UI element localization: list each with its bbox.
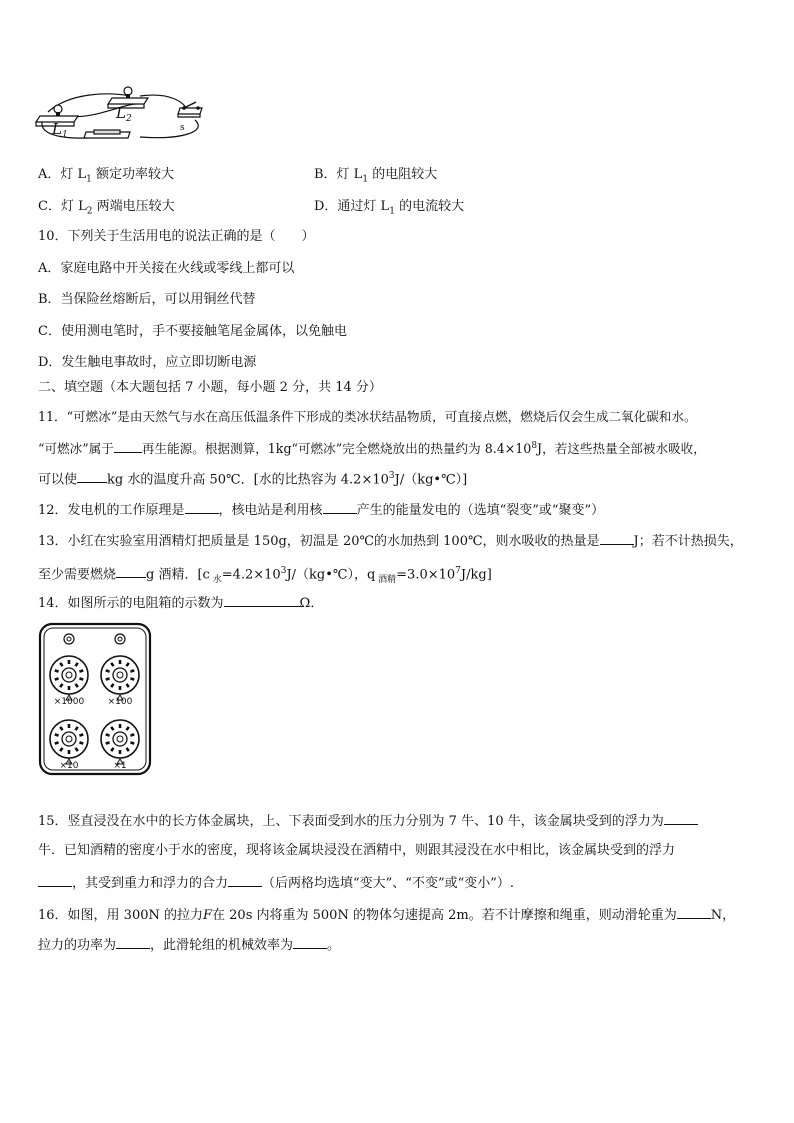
q10-option-a: A．家庭电路中开关接在火线或零线上都可以 [38,261,295,276]
q12-stem: 12．发电机的工作原理是 ，核电站是利用核 产生的能量发电的（选填“裂变”或“聚变”） [38,503,605,518]
q11-line2: “可燃冰”属于 再生能源。根据测算，1kg“可燃冰”完全燃烧放出的热量约为 $8.4\times 10^8J$，若这些热量全部被水吸收， [38,441,706,457]
answer-blank[interactable] [293,936,327,949]
q9-option-a: A．灯 $L_1$ 额定功率较大 [38,167,175,185]
answer-blank[interactable] [224,594,300,607]
q11-line1: 11．“可燃冰”是由天然气与水在高压低温条件下形成的类冰状结晶物质，可直接点燃，燃烧后仅会生成二氧化碳和水。 [38,409,697,424]
answer-blank[interactable] [600,532,634,545]
q16-line1: 16．如图，用 300N 的拉力F在 20s 内将重为 500N 的物体匀速提高 2m。若不计摩擦和绳重，则动滑轮重为 N， [38,908,736,923]
q10-option-d: D．发生触电事故时，应立即切断电源 [38,355,257,370]
q13-line1: 13．小红在实验室用酒精灯把质量是 150g，初温是 20℃的水加热到 100℃，则水吸收的热量是 J；若不计热损失， [38,534,743,549]
q14-stem: 14．如图所示的电阻箱的示数为 Ω． [38,596,324,611]
q10-option-c: C．使用测电笔时，手不要接触笔尾金属体，以免触电 [38,324,347,339]
dial-label-100: ×100 [107,697,133,707]
q9-option-b: B．灯 $L_1$ 的电阻较大 [314,167,438,185]
answer-blank[interactable] [116,565,146,578]
answer-blank[interactable] [323,501,357,514]
q9-option-d: D．通过灯 $L_1$ 的电流较大 [314,199,465,217]
answer-blank[interactable] [664,812,698,825]
q15-line2: 牛．已知酒精的密度小于水的密度，现将该金属块浸没在酒精中，则跟其浸没在水中相比，该金属块受到的浮力 [38,843,676,858]
q15-line1: 15．竖直浸没在水中的长方体金属块，上、下表面受到水的压力分别为 7 牛、10 牛，该金属块受到的浮力为 [38,812,698,830]
answer-blank[interactable] [116,936,150,949]
dial-label-1000: ×1000 [53,697,85,707]
resistance-box-diagram [38,622,152,776]
q9-option-c: C．灯 $L_2$ 两端电压较大 [38,199,175,217]
q13-line2: 至少需要燃烧 g 酒精．[c $_水=4.2\times 10^3J/(kg•℃)$，q $_{酒精}=3.0\times 10^7J/kg$] [38,566,492,585]
circuit-diagram [30,82,220,144]
section-heading: 二、填空题（本大题包括 7 小题，每小题 2 分，共 14 分） [38,380,382,395]
answer-blank[interactable] [185,501,219,514]
label-switch: s [180,123,185,133]
dial-label-1: ×1 [113,761,127,771]
answer-blank[interactable] [38,874,72,887]
label-l2: $L_2$ [116,104,132,124]
q11-line3: 可以使 kg 水的温度升高 50℃．[水的比热容为 $4.2\times 10^3J/(kg•℃)$] [38,471,468,488]
answer-blank[interactable] [114,440,142,453]
q15-line3: ，其受到重力和浮力的合力 （后两格均选填“变大”、“不变”或“变小”）. [38,874,514,892]
label-l1: $L_1$ [52,120,68,140]
answer-blank[interactable] [677,906,711,919]
q16-line2: 拉力的功率为 ，此滑轮组的机械效率为 。 [38,938,341,953]
q10-stem: 10．下列关于生活用电的说法正确的是（ ） [38,229,315,244]
q10-option-b: B．当保险丝熔断后，可以用铜丝代替 [38,292,256,307]
answer-blank[interactable] [77,470,107,483]
answer-blank[interactable] [228,874,262,887]
dial-label-10: ×10 [59,761,79,771]
